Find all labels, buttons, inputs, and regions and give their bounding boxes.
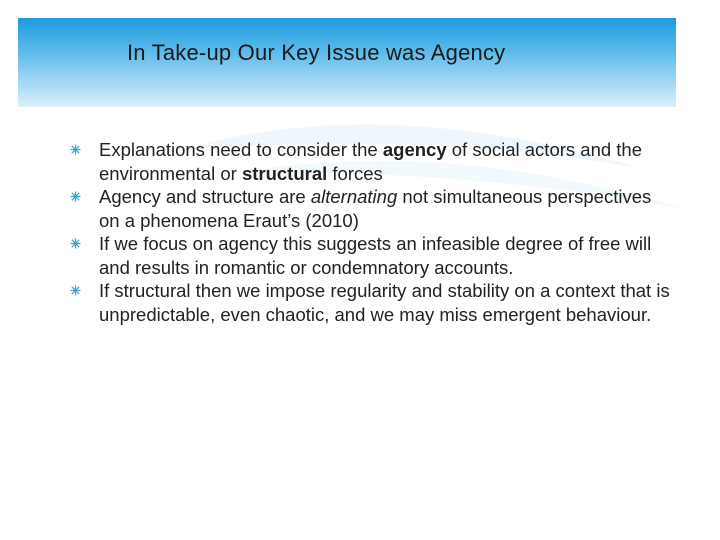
bullet-text: If we focus on agency this suggests an infeasible degree of free will and results in romantic or condemnatory accounts.	[99, 233, 652, 278]
asterisk-icon	[70, 238, 81, 249]
bullet-list	[70, 138, 670, 326]
asterisk-icon	[70, 191, 81, 202]
bullet-emphasis: alternating	[310, 186, 398, 207]
asterisk-icon	[70, 144, 81, 155]
bullet-emphasis: structural	[241, 162, 328, 184]
bullet-text: of social actors and the environmental or	[99, 139, 643, 184]
bullet-item	[70, 279, 670, 326]
bullet-item	[70, 138, 670, 185]
bullet-text: forces	[327, 162, 383, 184]
bullet-text: Explanations need to consider the	[99, 139, 383, 160]
asterisk-icon	[70, 285, 81, 296]
slide-title: In Take-up Our Key Issue was Agency	[127, 40, 506, 65]
bullet-text: Agency and structure are	[99, 186, 311, 207]
bullet-text: not simultaneous perspectives on a phenomena Eraut’s (2010)	[99, 186, 652, 231]
bullet-item	[70, 232, 670, 279]
bullet-item	[70, 185, 670, 232]
bullet-emphasis: agency	[382, 139, 447, 160]
bullet-text: If structural then we impose regularity and stability on a context that is unpredictable, even chaotic, and we may miss emergent behaviour.	[99, 280, 670, 325]
